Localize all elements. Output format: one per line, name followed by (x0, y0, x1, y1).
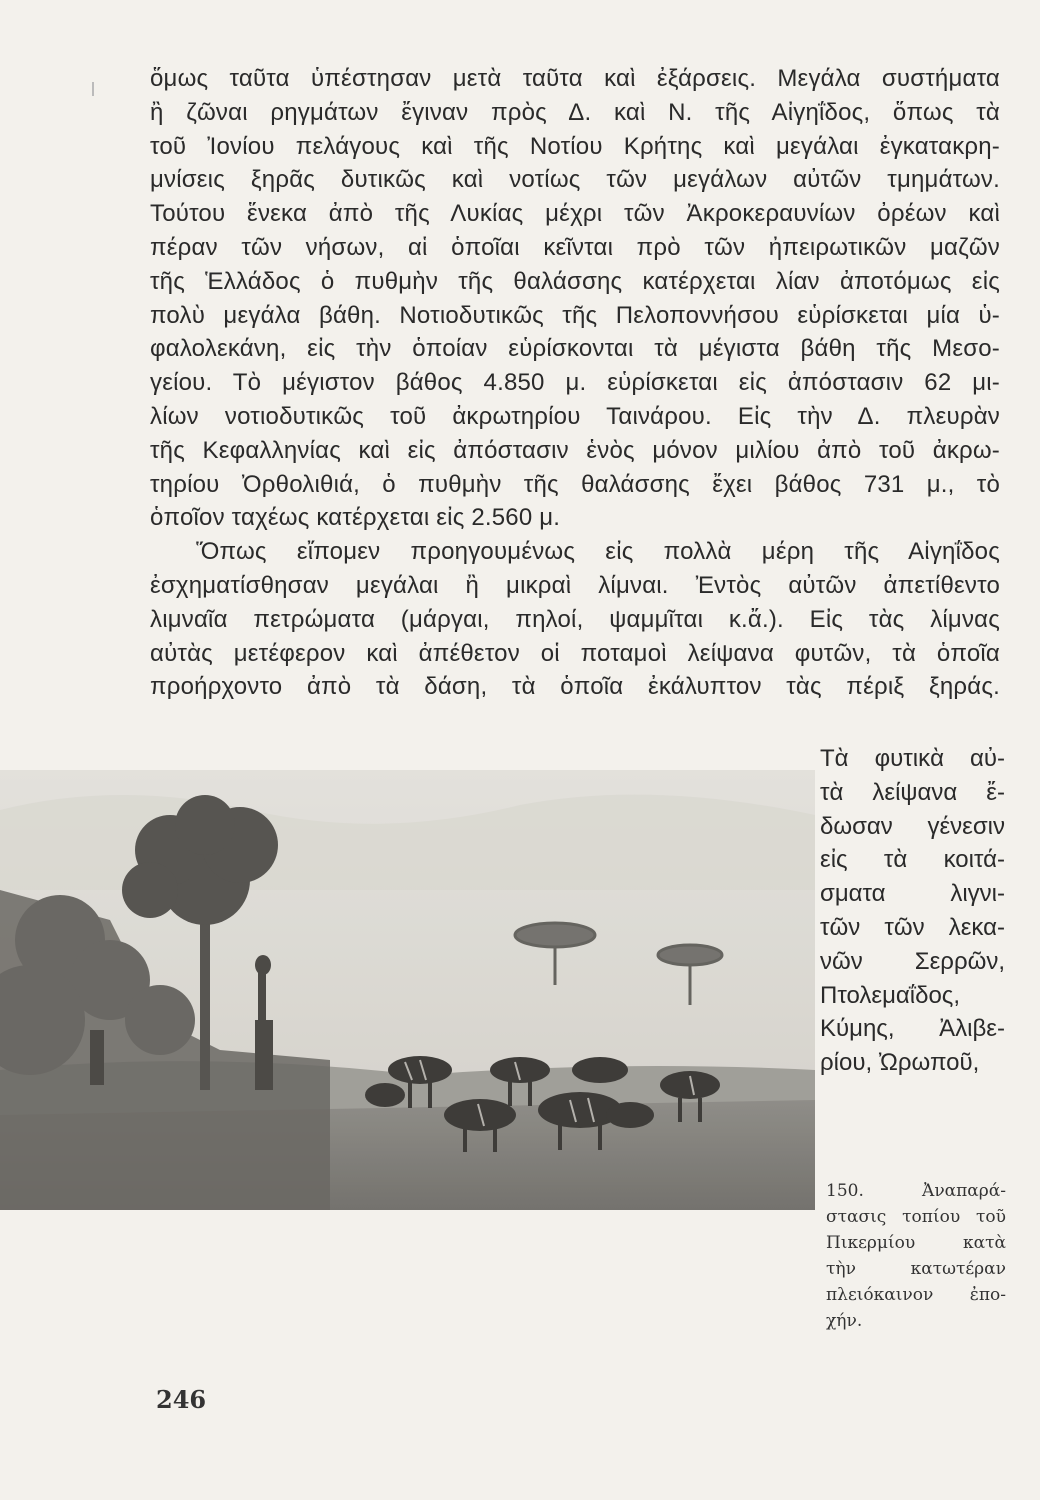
side-text-line: σματα λιγνι- (820, 880, 1005, 908)
landscape-illustration (0, 770, 815, 1210)
side-text-line: Πτολεμαΐδος, (820, 981, 961, 1009)
caption-line: πλειόκαινον ἐπο- (826, 1285, 1006, 1305)
main-text-block (150, 62, 1000, 704)
text-line: φαλολεκάνη, εἰς τὴν ὁποίαν εὑρίσκονται τὰ μέγιστα βάθη τῆς Μεσο- (150, 335, 1000, 363)
text-line: μνίσεις ξηρᾶς δυτικῶς καὶ νοτίως τῶν μεγάλων αὐτῶν τμημάτων. (150, 166, 1000, 194)
text-line: γείου. Τὸ μέγιστον βάθος 4.850 μ. εὑρίσκεται εἰς ἀπόστασιν 62 μι- (150, 369, 1000, 397)
illustration-drawing (0, 770, 815, 1210)
side-text-line: τῶν τῶν λεκα- (820, 913, 1005, 941)
text-line: λιμναῖα πετρώματα (μάργαι, πηλοί, ψαμμῖται κ.ἄ.). Εἰς τὰς λίμνας (150, 605, 1000, 633)
text-line: πολὺ μεγάλα βάθη. Νοτιοδυτικῶς τῆς Πελοποννήσου εὑρίσκεται μία ὑ- (150, 301, 1000, 329)
page-number: 246 (156, 1385, 207, 1414)
text-line: λίων νοτιοδυτικῶς τοῦ ἀκρωτηρίου Ταινάρου. Εἰς τὴν Δ. πλευρὰν (150, 402, 1000, 430)
text-line: τοῦ Ἰονίου πελάγους καὶ τῆς Νοτίου Κρήτης καὶ μεγάλαι ἐγκατακρη- (150, 132, 1000, 160)
side-text-line: δωσαν γένεσιν (820, 812, 1005, 840)
side-text-line: εἰς τὰ κοιτά- (820, 846, 1005, 874)
side-text-line: Τὰ φυτικὰ αὐ- (820, 745, 1005, 772)
text-line: αὐτὰς μετέφερον καὶ ἀπέθετον οἱ ποταμοὶ λείψανα φυτῶν, τὰ ὁποῖα (150, 639, 1000, 667)
caption-line: 150. Ἀναπαρά- (826, 1181, 1006, 1201)
caption-line: Πικερμίου κατὰ (826, 1233, 1006, 1253)
side-text-line: νῶν Σερρῶν, (820, 947, 1005, 975)
text-line: τῆς Κεφαλληνίας καὶ εἰς ἀπόστασιν ἑνὸς μόνον μιλίου ἀπὸ τοῦ ἀκρω- (150, 436, 1000, 464)
text-line: ὁποῖον ταχέως κατέρχεται εἰς 2.560 μ. (150, 504, 561, 532)
text-line: Ὅπως εἴπομεν προηγουμένως εἰς πολλὰ μέρη τῆς Αἰγηΐδος (196, 538, 1000, 566)
side-text-block (820, 742, 1005, 1080)
text-line: Τούτου ἕνεκα ἀπὸ τῆς Λυκίας μέχρι τῶν Ἀκροκεραυνίων ὀρέων καὶ (150, 200, 1000, 228)
side-text-line: Κύμης, Ἀλιβε- (820, 1015, 1005, 1043)
text-line: τῆς Ἑλλάδος ὁ πυθμὴν τῆς θαλάσσης κατέρχεται λίαν ἀποτόμως εἰς (150, 267, 1000, 295)
caption-line: χήν. (826, 1311, 863, 1331)
text-line: τηρίου Ὀρθολιθιά, ὁ πυθμὴν τῆς θαλάσσης ἔχει βάθος 731 μ., τὸ (150, 470, 1000, 498)
margin-mark (92, 82, 94, 96)
text-line: πέραν τῶν νήσων, αἱ ὁποῖαι κεῖνται πρὸ τῶν ἠπειρωτικῶν μαζῶν (150, 233, 1000, 261)
text-line: προήρχοντο ἀπὸ τὰ δάση, τὰ ὁποῖα ἐκάλυπτον τὰς πέριξ ξηράς. (150, 673, 1000, 701)
side-text-line: ρίου, Ὠρωποῦ, (820, 1049, 980, 1077)
text-line: ἢ ζῶναι ρηγμάτων ἔγιναν πρὸς Δ. καὶ Ν. τῆς Αἰγηΐδος, ὅπως τὰ (150, 98, 1000, 126)
figure-caption (826, 1178, 1006, 1334)
caption-line: στασις τοπίου τοῦ (826, 1207, 1006, 1227)
text-line: ἐσχηματίσθησαν μεγάλαι ἢ μικραὶ λίμναι. Ἐντὸς αὐτῶν ἀπετίθεντο (150, 571, 1000, 599)
caption-line: τὴν κατωτέραν (826, 1259, 1006, 1279)
side-text-line: τὰ λείψανα ἔ- (820, 778, 1005, 806)
text-line: ὅμως ταῦτα ὑπέστησαν μετὰ ταῦτα καὶ ἐξάρσεις. Μεγάλα συστήματα (150, 65, 1000, 92)
